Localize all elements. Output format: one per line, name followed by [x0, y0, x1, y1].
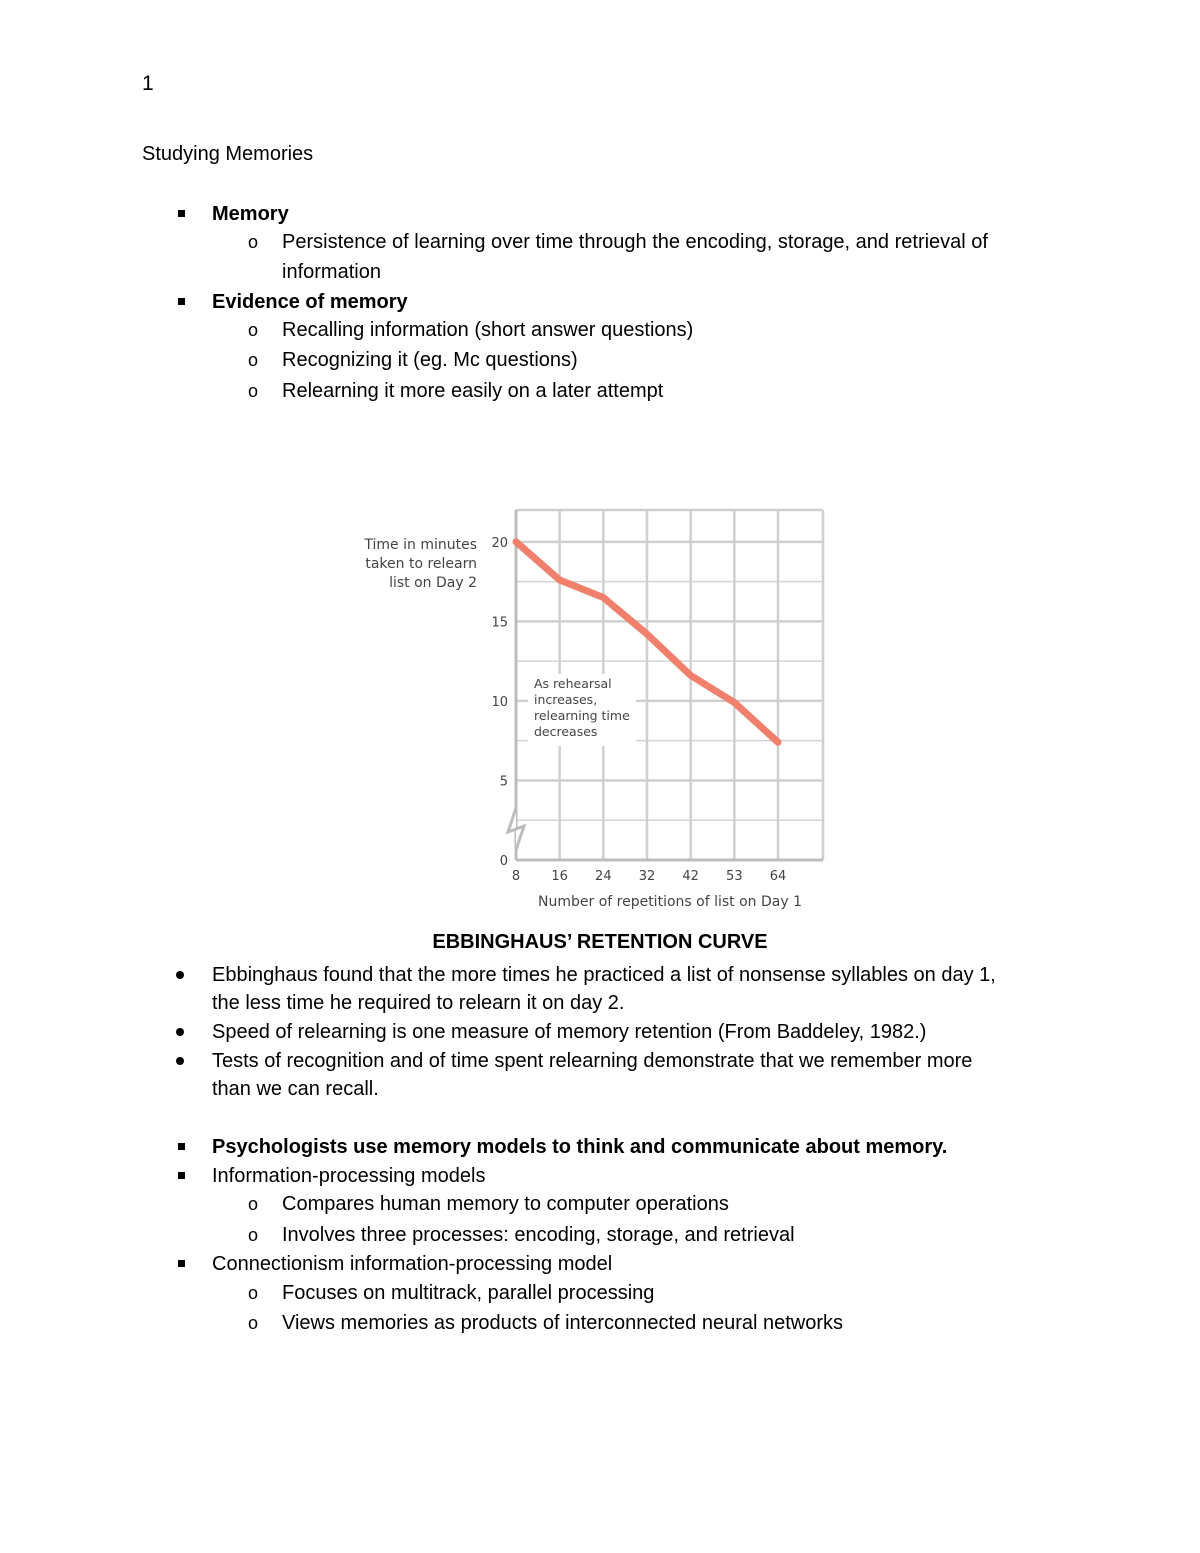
x-tick-label: 42: [682, 869, 699, 884]
memory-definition-line2: information: [282, 261, 381, 283]
circle-bullet: o: [248, 1225, 259, 1245]
y-tick-label: 5: [499, 774, 508, 790]
annotation-line: relearning time: [534, 708, 630, 723]
memory-definition-line1: Persistence of learning over time through the encoding, storage, and retrieval of: [282, 231, 988, 253]
x-tick-label: 53: [726, 869, 743, 884]
connectionism-label: Connectionism information-processing model: [212, 1253, 613, 1275]
memory-models-statement: Psychologists use memory models to think and communicate about memory.: [212, 1136, 948, 1158]
circle-bullet: o: [248, 1313, 259, 1333]
x-tick-label: 32: [638, 869, 656, 884]
bullet-line: Speed of relearning is one measure of memory retention (From Baddeley, 1982.): [212, 1021, 927, 1043]
bullet-line: Tests of recognition and of time spent relearning demonstrate that we remember more: [212, 1050, 973, 1072]
page-number: 1: [142, 72, 154, 95]
bullet-line: Ebbinghaus found that the more times he practiced a list of nonsense syllables on day 1,: [212, 964, 996, 986]
dot-bullet: [176, 1057, 184, 1065]
x-tick-label: 8: [511, 869, 521, 884]
memory-label: Memory: [212, 203, 289, 225]
circle-bullet: o: [248, 381, 259, 401]
bullet-line: the less time he required to relearn it on day 2.: [212, 992, 625, 1014]
annotation-line: increases,: [534, 692, 598, 707]
evidence-item: Recalling information (short answer questions): [282, 319, 694, 341]
circle-bullet: o: [248, 320, 259, 340]
evidence-item: Recognizing it (eg. Mc questions): [282, 349, 578, 371]
circle-bullet: o: [248, 350, 259, 370]
y-axis-label-line: Time in minutes: [364, 537, 477, 553]
y-axis-label-line: taken to relearn: [365, 556, 477, 572]
y-tick-label: 10: [491, 694, 508, 710]
x-tick-label: 64: [769, 869, 787, 884]
ip-models-label: Information-processing models: [212, 1165, 486, 1187]
chart-caption: EBBINGHAUS’ RETENTION CURVE: [432, 931, 768, 953]
square-bullet: [178, 1172, 185, 1179]
y-tick-label: 0: [499, 854, 508, 869]
page-heading: Studying Memories: [142, 143, 314, 165]
dot-bullet: [176, 971, 184, 979]
circle-bullet: o: [248, 1283, 259, 1303]
circle-bullet: o: [248, 232, 259, 252]
circle-bullet: o: [248, 1194, 259, 1214]
y-tick-label: 15: [491, 615, 508, 631]
evidence-item: Relearning it more easily on a later attempt: [282, 380, 664, 402]
ip-item: Involves three processes: encoding, storage, and retrieval: [282, 1224, 795, 1246]
square-bullet: [178, 1260, 185, 1267]
x-tick-label: 24: [595, 869, 612, 884]
connectionism-item: Views memories as products of interconnected neural networks: [282, 1312, 844, 1334]
x-tick-label: 16: [551, 869, 568, 884]
evidence-label: Evidence of memory: [212, 291, 408, 313]
x-axis-label: Number of repetitions of list on Day 1: [538, 894, 802, 910]
y-axis-label-line: list on Day 2: [389, 575, 477, 591]
bullet-line: than we can recall.: [212, 1078, 379, 1100]
square-bullet: [178, 210, 185, 217]
square-bullet: [178, 1143, 185, 1150]
y-tick-label: 20: [491, 535, 508, 551]
dot-bullet: [176, 1028, 184, 1036]
square-bullet: [178, 298, 185, 305]
retention-curve-chart: [0, 500, 1200, 920]
ip-item: Compares human memory to computer operations: [282, 1193, 729, 1215]
annotation-line: As rehearsal: [534, 676, 612, 691]
connectionism-item: Focuses on multitrack, parallel processing: [282, 1282, 655, 1304]
annotation-line: decreases: [534, 724, 598, 739]
